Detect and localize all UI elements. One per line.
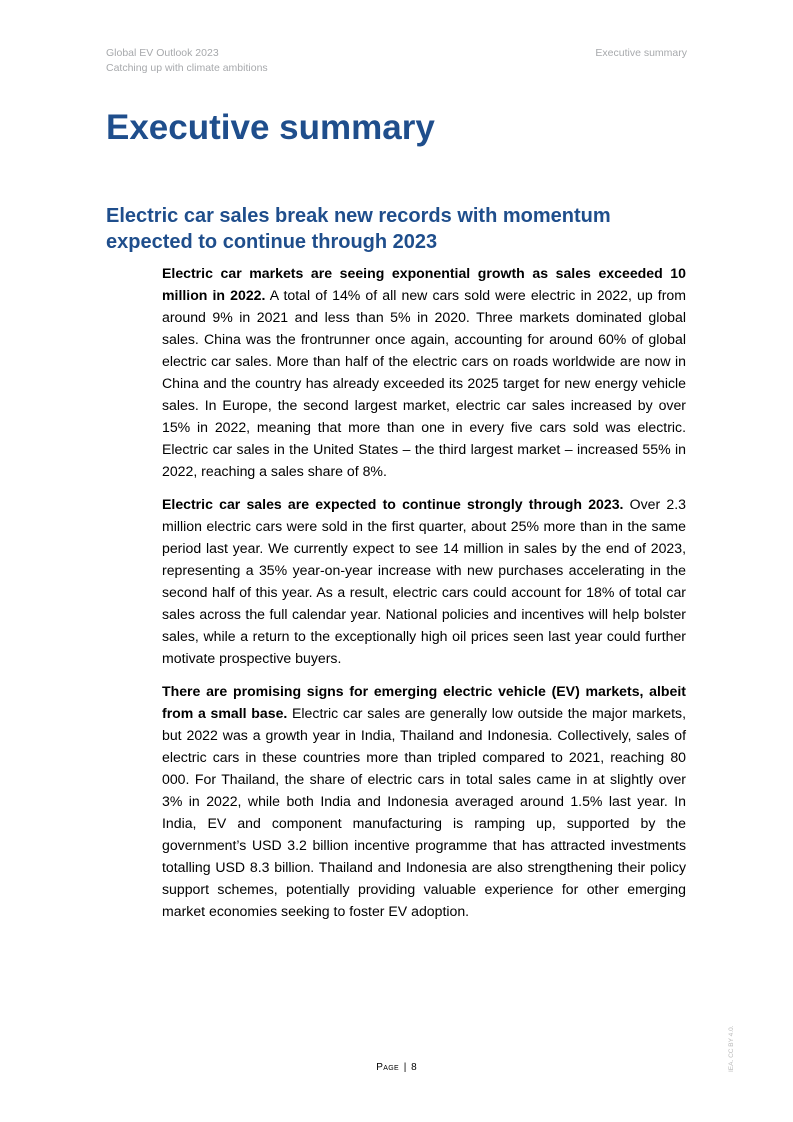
paragraph-1-body: A total of 14% of all new cars sold were electric in 2022, up from around 9% in 2021 and less than 5% in 2020. Three markets dominated global sales. China was the frontrunner once again, accounting for around 60% of global electric car sales. More than half of the electric cars on roads worldwide are now in China and the country has already exceeded its 2025 target for new energy vehicle sales. In Europe, the second largest market, electric car sales increased by over 15% in 2022, meaning that more than one in every five cars sold was electric. Electric car sales in the United States – the third largest market – increased 55% in 2022, reaching a sales share of 8%.	[162, 287, 686, 479]
running-header-left	[106, 46, 268, 75]
paragraph-3-body: Electric car sales are generally low outside the major markets, but 2022 was a growth year in India, Thailand and Indonesia. Collectively, sales of electric cars in these countries more than tripled compared to 2021, reaching 80 000. For Thailand, the share of electric cars in total sales came in at slightly over 3% in 2022, while both India and Indonesia averaged around 1.5% last year. In India, EV and component manufacturing is ramping up, supported by the government’s USD 3.2 billion incentive programme that has attracted investments totalling USD 8.3 billion. Thailand and Indonesia are also strengthening their policy support schemes, potentially providing valuable experience for other emerging market economies seeking to foster EV adoption.	[162, 705, 686, 919]
paragraph-3-lead: There are promising signs for emerging electric vehicle (EV) markets, albeit from a small base.	[162, 683, 686, 721]
page-label: Page	[376, 1062, 399, 1073]
paragraph-2-body: Over 2.3 million electric cars were sold in the first quarter, about 25% more than in the same period last year. We currently expect to see 14 million in sales by the end of 2023, representing a 35% year-on-year increase with new purchases accelerating in the second half of this year. As a result, electric cars could account for 18% of total car sales across the full calendar year. National policies and incentives will help bolster sales, while a return to the exceptionally high oil prices seen last year could further motivate prospective buyers.	[162, 496, 686, 666]
publication-title: Global EV Outlook 2023	[106, 47, 219, 59]
paragraph-1	[162, 262, 686, 482]
paragraph-2-lead: Electric car sales are expected to continue strongly through 2023.	[162, 496, 624, 512]
publication-subtitle: Catching up with climate ambitions	[106, 61, 268, 74]
body-text	[162, 262, 686, 933]
page-separator: |	[403, 1062, 407, 1073]
page-footer	[0, 1062, 793, 1073]
paragraph-2	[162, 493, 686, 669]
license-notice: IEA. CC BY 4.0.	[728, 1025, 735, 1072]
section-heading: Electric car sales break new records with momentum expected to continue through 2023	[106, 205, 611, 253]
page-number: 8	[411, 1062, 417, 1073]
paragraph-1-lead: Electric car markets are seeing exponential growth as sales exceeded 10 million in 2022.	[162, 265, 686, 303]
page-title: Executive summary	[106, 108, 435, 147]
paragraph-3	[162, 680, 686, 922]
running-header-section: Executive summary	[595, 47, 687, 59]
